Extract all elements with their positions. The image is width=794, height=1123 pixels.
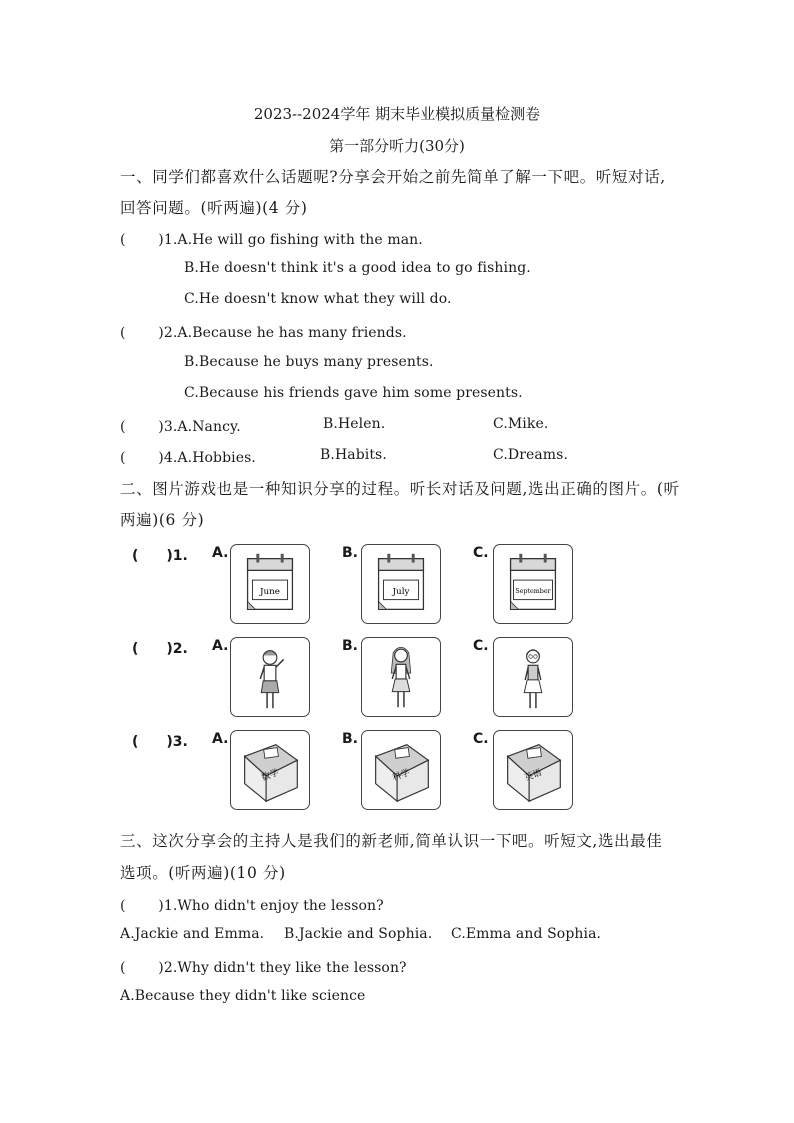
science-book-image	[361, 730, 441, 810]
s1-q3-option-c: C.Mike.	[493, 416, 549, 432]
s3-q2-stem: ( )2.Why didn't they like the lesson?	[120, 960, 407, 976]
pic-q3-label-b: B.	[342, 731, 358, 747]
section-subtitle: 第一部分听力(30分)	[329, 137, 465, 155]
pic-q2-number: ( )2.	[132, 641, 188, 657]
section1-instruction-line1: 一、同学们都喜欢什么话题呢?分享会开始之前先简单了解一下吧。听短对话,	[120, 168, 666, 186]
pic-q2-label-c: C.	[473, 638, 489, 654]
section3-instruction-line1: 三、这次分享会的主持人是我们的新老师,简单认识一下吧。听短文,选出最佳	[120, 832, 663, 850]
english-book-image	[493, 730, 573, 810]
s1-q2-stem: ( )2.A.Because he has many friends.	[120, 325, 407, 341]
pic-q1-label-a: A.	[212, 545, 229, 561]
calendar-september-text: September	[515, 587, 551, 595]
s3-q1-option-c: C.Emma and Sophia.	[451, 926, 602, 942]
s3-q1-option-b: B.Jackie and Sophia.	[284, 926, 433, 942]
exam-title: 2023--2024学年 期末毕业模拟质量检测卷	[253, 105, 541, 123]
calendar-june-text: June	[260, 586, 280, 597]
pic-q3-label-c: C.	[473, 731, 489, 747]
calendar-july-text: July	[392, 586, 410, 597]
s3-q2-option-a: A.Because they didn't like science	[120, 988, 366, 1004]
section2-instruction-line1: 二、图片游戏也是一种知识分享的过程。听长对话及问题,选出正确的图片。(听	[120, 480, 680, 498]
section2-instruction-line2: 两遍)(6 分)	[120, 511, 205, 529]
girl-glasses-image	[493, 637, 573, 717]
math-book-text: 数学	[260, 768, 281, 784]
s1-q1-stem: ( )1.A.He will go fishing with the man.	[120, 232, 423, 248]
s3-q1-option-a: A.Jackie and Emma.	[120, 926, 265, 942]
science-book-text: 科学	[391, 768, 412, 784]
s3-q1-stem: ( )1.Who didn't enjoy the lesson?	[120, 898, 384, 914]
s1-q1-option-b: B.He doesn't think it's a good idea to go fishing.	[184, 260, 531, 276]
calendar-july-image	[361, 544, 441, 624]
s1-q4-option-c: C.Dreams.	[493, 447, 569, 463]
calendar-june-image	[230, 544, 310, 624]
girl-long-hair-image	[361, 637, 441, 717]
s1-q4-stem: ( )4.A.Hobbies.	[120, 450, 256, 466]
s1-q1-option-c: C.He doesn't know what they will do.	[184, 291, 452, 307]
section3-instruction-line2: 选项。(听两遍)(10 分)	[120, 864, 286, 882]
pic-q3-number: ( )3.	[132, 734, 188, 750]
pic-q3-label-a: A.	[212, 731, 229, 747]
pic-q1-label-c: C.	[473, 545, 489, 561]
s1-q2-option-b: B.Because he buys many presents.	[184, 354, 434, 370]
s1-q4-option-b: B.Habits.	[320, 447, 387, 463]
girl-waving-image	[230, 637, 310, 717]
english-book-text: 英语	[523, 768, 544, 784]
section1-instruction-line2: 回答问题。(听两遍)(4 分)	[120, 199, 308, 217]
pic-q1-number: ( )1.	[132, 548, 188, 564]
pic-q2-label-b: B.	[342, 638, 358, 654]
pic-q1-label-b: B.	[342, 545, 358, 561]
s1-q2-option-c: C.Because his friends gave him some presents.	[184, 385, 523, 401]
calendar-september-image	[493, 544, 573, 624]
math-book-image	[230, 730, 310, 810]
s1-q3-stem: ( )3.A.Nancy.	[120, 419, 241, 435]
s1-q3-option-b: B.Helen.	[323, 416, 386, 432]
pic-q2-label-a: A.	[212, 638, 229, 654]
